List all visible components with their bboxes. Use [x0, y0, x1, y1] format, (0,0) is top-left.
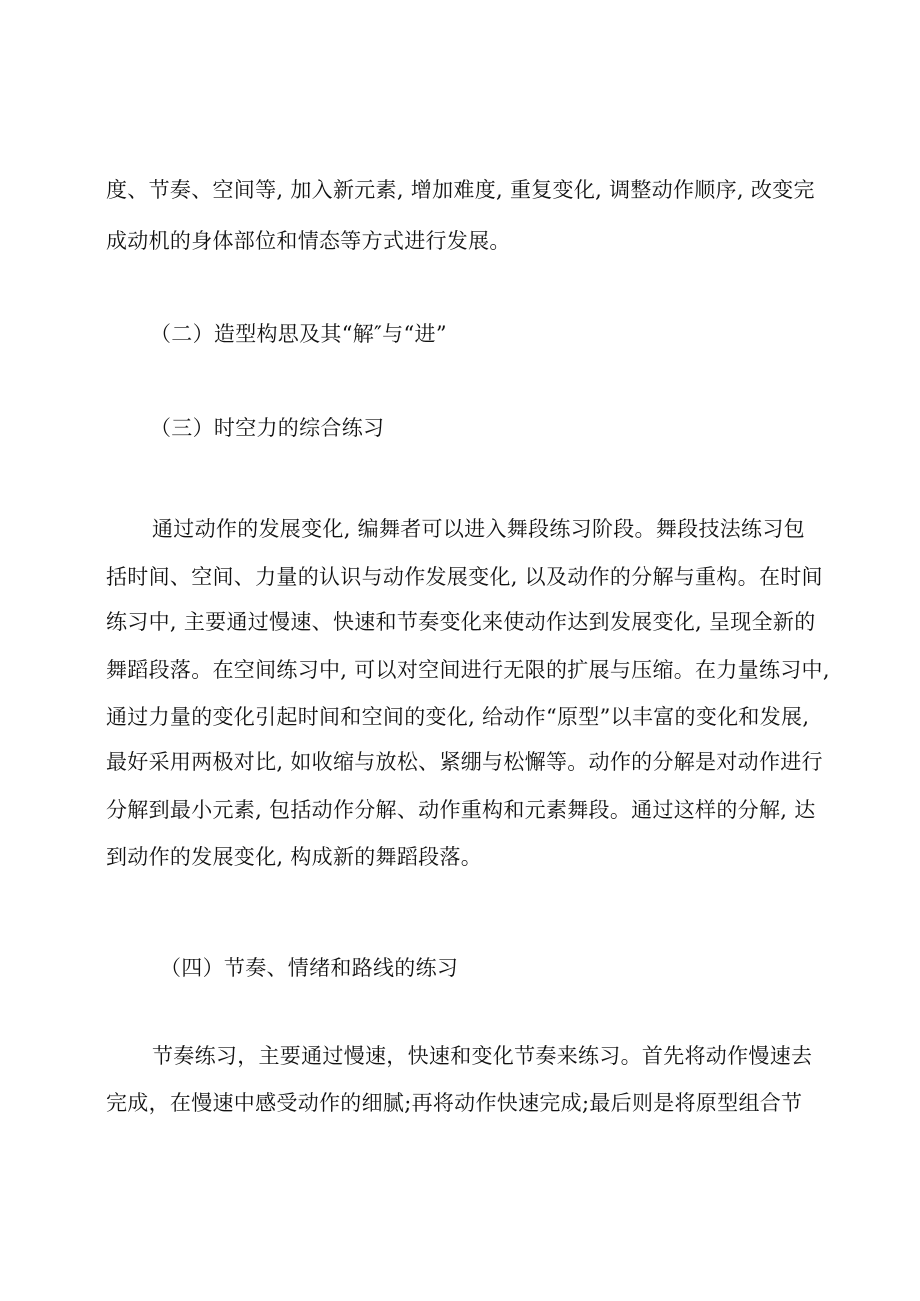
paragraph-line: 到动作的发展变化, 构成新的舞蹈段落。: [106, 845, 483, 869]
paragraph-line: 舞蹈段落。在空间练习中, 可以对空间进行无限的扩展与压缩。在力量练习中,: [106, 658, 830, 682]
paragraph-line: 度、节奏、空间等, 加入新元素, 增加难度, 重复变化, 调整动作顺序, 改变完: [106, 178, 815, 202]
paragraph-line: 通过动作的发展变化, 编舞者可以进入舞段练习阶段。舞段技法练习包: [152, 517, 805, 541]
paragraph-line: 完成，在慢速中感受动作的细腻;再将动作快速完成;最后则是将原型组合节: [106, 1091, 803, 1115]
section-heading-2: （二）造型构思及其“解″与“进”: [150, 322, 447, 346]
paragraph-line: 通过力量的变化引起时间和空间的变化, 给动作“原型”以丰富的变化和发展,: [106, 705, 810, 729]
paragraph-line: 分解到最小元素, 包括动作分解、动作重构和元素舞段。通过这样的分解, 达: [106, 798, 816, 822]
section-heading-3: （三）时空力的综合练习: [150, 416, 385, 440]
paragraph-line: 练习中, 主要通过慢速、快速和节奏变化来使动作达到发展变化, 呈现全新的: [106, 610, 816, 634]
paragraph-line: 节奏练习，主要通过慢速，快速和变化节奏来练习。首先将动作慢速去: [152, 1044, 813, 1068]
section-heading-4: （四）节奏、情绪和路线的练习: [160, 956, 459, 980]
paragraph-line: 括时间、空间、力量的认识与动作发展变化, 以及动作的分解与重构。在时间: [106, 565, 823, 589]
paragraph-line: 成动机的身体部位和情态等方式进行发展。: [106, 229, 511, 253]
paragraph-line: 最好采用两极对比, 如收缩与放松、紧绷与松懈等。动作的分解是对动作进行: [106, 750, 823, 774]
